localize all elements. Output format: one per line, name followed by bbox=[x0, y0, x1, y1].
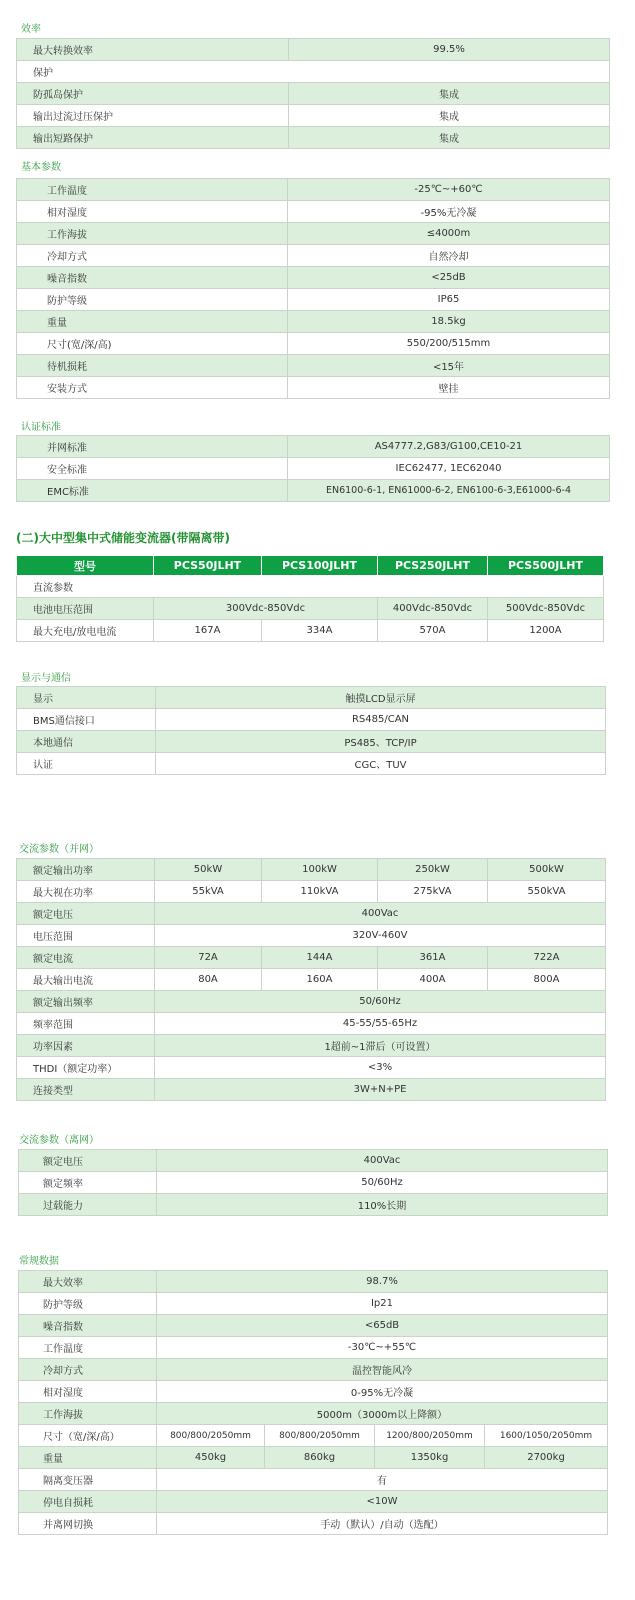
spec-label: 安装方式 bbox=[17, 377, 288, 399]
spec-value: <65dB bbox=[157, 1315, 608, 1337]
subsection-label: 保护 bbox=[17, 61, 610, 83]
spec-label: 尺寸(宽/深/高) bbox=[17, 333, 288, 355]
spec-value: 550kVA bbox=[488, 881, 606, 903]
spec-label: 最大效率 bbox=[19, 1271, 157, 1293]
spec-label: 重量 bbox=[17, 311, 288, 333]
spec-label: 额定输出功率 bbox=[17, 859, 155, 881]
spec-label: EMC标准 bbox=[17, 480, 288, 502]
spec-value: 80A bbox=[155, 969, 262, 991]
spec-value: 1350kg bbox=[375, 1447, 485, 1469]
spec-value: 570A bbox=[378, 620, 488, 642]
table-row bbox=[17, 620, 604, 642]
section-title-cert: 认证标准 bbox=[21, 422, 61, 433]
spec-label: 显示 bbox=[17, 687, 156, 709]
spec-value: 温控智能风冷 bbox=[157, 1359, 608, 1381]
spec-label: 相对湿度 bbox=[19, 1381, 157, 1403]
spec-value: RS485/CAN bbox=[156, 709, 606, 731]
spec-value: 400Vdc-850Vdc bbox=[378, 598, 488, 620]
spec-value: 500kW bbox=[488, 859, 606, 881]
spec-value: 800/800/2050mm bbox=[265, 1425, 375, 1447]
spec-label: 过载能力 bbox=[19, 1194, 157, 1216]
spec-label: 重量 bbox=[19, 1447, 157, 1469]
spec-label: 最大转换效率 bbox=[17, 39, 289, 61]
table-row bbox=[17, 105, 610, 127]
spec-label: 额定电压 bbox=[17, 903, 155, 925]
spec-label: 电池电压范围 bbox=[17, 598, 154, 620]
table-row bbox=[17, 61, 610, 83]
spec-value: 触摸LCD显示屏 bbox=[156, 687, 606, 709]
spec-label: 噪音指数 bbox=[17, 267, 288, 289]
table-row bbox=[19, 1469, 608, 1491]
spec-label: 噪音指数 bbox=[19, 1315, 157, 1337]
header-pcs500: PCS500JLHT bbox=[488, 556, 604, 576]
spec-value: <10W bbox=[157, 1491, 608, 1513]
spec-label: 隔离变压器 bbox=[19, 1469, 157, 1491]
spec-label: 额定频率 bbox=[19, 1172, 157, 1194]
table-row bbox=[17, 223, 610, 245]
spec-value: <3% bbox=[155, 1057, 606, 1079]
spec-label: 连接类型 bbox=[17, 1079, 155, 1101]
spec-label: 额定电流 bbox=[17, 947, 155, 969]
spec-value: <25dB bbox=[288, 267, 610, 289]
spec-label: 相对湿度 bbox=[17, 201, 288, 223]
efficiency-table bbox=[16, 38, 610, 149]
spec-value: 800/800/2050mm bbox=[157, 1425, 265, 1447]
spec-value: 110%长期 bbox=[157, 1194, 608, 1216]
cert-table bbox=[16, 435, 610, 502]
table-row bbox=[17, 1079, 606, 1101]
table-row bbox=[17, 267, 610, 289]
table-row bbox=[17, 289, 610, 311]
section-title-general: 常规数据 bbox=[19, 1256, 59, 1267]
model-table bbox=[16, 555, 604, 642]
table-row bbox=[19, 1337, 608, 1359]
spec-label: 最大充电/放电电流 bbox=[17, 620, 154, 642]
table-row bbox=[19, 1513, 608, 1535]
spec-value: 860kg bbox=[265, 1447, 375, 1469]
spec-value: AS4777.2,G83/G100,CE10-21 bbox=[288, 436, 610, 458]
table-row bbox=[17, 859, 606, 881]
spec-value: 壁挂 bbox=[288, 377, 610, 399]
subsection-label: 直流参数 bbox=[17, 576, 604, 598]
spec-label: 额定输出频率 bbox=[17, 991, 155, 1013]
spec-label: 最大视在功率 bbox=[17, 881, 155, 903]
spec-value: 1600/1050/2050mm bbox=[485, 1425, 608, 1447]
table-header-row bbox=[17, 556, 604, 576]
spec-value: 450kg bbox=[157, 1447, 265, 1469]
table-row bbox=[17, 39, 610, 61]
spec-value: Ip21 bbox=[157, 1293, 608, 1315]
spec-label: 电压范围 bbox=[17, 925, 155, 947]
section-heading-large-pcs: (二)大中型集中式储能变流器(带隔离带) bbox=[16, 531, 230, 545]
spec-value: 1超前~1滞后（可设置） bbox=[155, 1035, 606, 1057]
section-title-ac-grid: 交流参数（并网） bbox=[19, 844, 99, 855]
table-row bbox=[19, 1150, 608, 1172]
spec-value: -95%无冷凝 bbox=[288, 201, 610, 223]
section-title-basic: 基本参数 bbox=[21, 162, 61, 173]
table-row bbox=[17, 687, 606, 709]
spec-label: 额定电压 bbox=[19, 1150, 157, 1172]
table-row bbox=[17, 245, 610, 267]
spec-label: 频率范围 bbox=[17, 1013, 155, 1035]
table-row bbox=[17, 709, 606, 731]
spec-label: 工作温度 bbox=[17, 179, 288, 201]
table-row bbox=[17, 201, 610, 223]
spec-value: 400A bbox=[378, 969, 488, 991]
table-row bbox=[17, 925, 606, 947]
spec-value: IP65 bbox=[288, 289, 610, 311]
spec-label: 防孤岛保护 bbox=[17, 83, 289, 105]
spec-value: 400Vac bbox=[155, 903, 606, 925]
spec-value: 1200/800/2050mm bbox=[375, 1425, 485, 1447]
spec-value: 98.7% bbox=[157, 1271, 608, 1293]
ac-offgrid-table bbox=[18, 1149, 608, 1216]
spec-value: 0-95%无冷凝 bbox=[157, 1381, 608, 1403]
spec-label: 认证 bbox=[17, 753, 156, 775]
table-row bbox=[17, 127, 610, 149]
spec-label: 安全标准 bbox=[17, 458, 288, 480]
spec-value: 275kVA bbox=[378, 881, 488, 903]
table-row bbox=[17, 576, 604, 598]
spec-value: 55kVA bbox=[155, 881, 262, 903]
spec-value: 2700kg bbox=[485, 1447, 608, 1469]
spec-value: 300Vdc-850Vdc bbox=[154, 598, 378, 620]
table-row bbox=[17, 480, 610, 502]
header-pcs50: PCS50JLHT bbox=[154, 556, 262, 576]
spec-value: -25℃~+60℃ bbox=[288, 179, 610, 201]
spec-value: 160A bbox=[262, 969, 378, 991]
spec-value: 50/60Hz bbox=[157, 1172, 608, 1194]
table-row bbox=[17, 458, 610, 480]
table-row bbox=[17, 731, 606, 753]
table-row bbox=[17, 1035, 606, 1057]
spec-value: 167A bbox=[154, 620, 262, 642]
basic-table bbox=[16, 178, 610, 399]
table-row bbox=[19, 1359, 608, 1381]
spec-label: BMS通信接口 bbox=[17, 709, 156, 731]
spec-value: 722A bbox=[488, 947, 606, 969]
spec-value: 3W+N+PE bbox=[155, 1079, 606, 1101]
section-title-display: 显示与通信 bbox=[21, 673, 71, 684]
spec-value: 334A bbox=[262, 620, 378, 642]
header-pcs250: PCS250JLHT bbox=[378, 556, 488, 576]
spec-value: 1200A bbox=[488, 620, 604, 642]
section-title-ac-offgrid: 交流参数（离网） bbox=[19, 1135, 99, 1146]
spec-value: 250kW bbox=[378, 859, 488, 881]
spec-value: 800A bbox=[488, 969, 606, 991]
spec-value: 有 bbox=[157, 1469, 608, 1491]
table-row bbox=[17, 598, 604, 620]
table-row bbox=[17, 83, 610, 105]
table-row bbox=[17, 753, 606, 775]
spec-value: 自然冷却 bbox=[288, 245, 610, 267]
spec-label: 防护等级 bbox=[19, 1293, 157, 1315]
spec-label: 并网标准 bbox=[17, 436, 288, 458]
spec-label: 冷却方式 bbox=[17, 245, 288, 267]
spec-value: 361A bbox=[378, 947, 488, 969]
display-table bbox=[16, 686, 606, 775]
table-row bbox=[19, 1194, 608, 1216]
spec-value: 400Vac bbox=[157, 1150, 608, 1172]
general-table bbox=[18, 1270, 608, 1535]
spec-label: 本地通信 bbox=[17, 731, 156, 753]
spec-label: 最大输出电流 bbox=[17, 969, 155, 991]
spec-label: 工作海拔 bbox=[19, 1403, 157, 1425]
table-row bbox=[19, 1403, 608, 1425]
spec-value: 50/60Hz bbox=[155, 991, 606, 1013]
table-row bbox=[19, 1271, 608, 1293]
spec-value: 集成 bbox=[289, 83, 610, 105]
spec-value: 5000m（3000m以上降额） bbox=[157, 1403, 608, 1425]
spec-value: PS485、TCP/IP bbox=[156, 731, 606, 753]
spec-label: 工作海拔 bbox=[17, 223, 288, 245]
spec-value: 550/200/515mm bbox=[288, 333, 610, 355]
header-model: 型号 bbox=[17, 556, 154, 576]
spec-label: 功率因素 bbox=[17, 1035, 155, 1057]
spec-label: 尺寸（宽/深/高） bbox=[19, 1425, 157, 1447]
spec-value: EN6100-6-1, EN61000-6-2, EN6100-6-3,E61000-6-4 bbox=[288, 480, 610, 502]
spec-label: 防护等级 bbox=[17, 289, 288, 311]
spec-value: 集成 bbox=[289, 105, 610, 127]
spec-value: 72A bbox=[155, 947, 262, 969]
table-row bbox=[17, 881, 606, 903]
spec-value: 110kVA bbox=[262, 881, 378, 903]
spec-value: 18.5kg bbox=[288, 311, 610, 333]
spec-value: <15年 bbox=[288, 355, 610, 377]
spec-value: 99.5% bbox=[289, 39, 610, 61]
table-row bbox=[17, 1013, 606, 1035]
spec-value: 手动（默认）/自动（选配） bbox=[157, 1513, 608, 1535]
table-row bbox=[17, 947, 606, 969]
table-row bbox=[19, 1491, 608, 1513]
table-row bbox=[17, 969, 606, 991]
table-row bbox=[17, 333, 610, 355]
ac-grid-table bbox=[16, 858, 606, 1101]
table-row bbox=[19, 1381, 608, 1403]
spec-value: 320V-460V bbox=[155, 925, 606, 947]
spec-value: 144A bbox=[262, 947, 378, 969]
table-row bbox=[17, 436, 610, 458]
table-row bbox=[17, 991, 606, 1013]
spec-value: 50kW bbox=[155, 859, 262, 881]
spec-value: -30℃~+55℃ bbox=[157, 1337, 608, 1359]
spec-value: 500Vdc-850Vdc bbox=[488, 598, 604, 620]
spec-value: IEC62477, 1EC62040 bbox=[288, 458, 610, 480]
spec-label: 待机损耗 bbox=[17, 355, 288, 377]
table-row bbox=[17, 1057, 606, 1079]
spec-value: 集成 bbox=[289, 127, 610, 149]
table-row bbox=[19, 1293, 608, 1315]
table-row bbox=[19, 1447, 608, 1469]
spec-value: ≤4000m bbox=[288, 223, 610, 245]
table-row bbox=[19, 1315, 608, 1337]
spec-label: 输出过流过压保护 bbox=[17, 105, 289, 127]
spec-label: 输出短路保护 bbox=[17, 127, 289, 149]
table-row bbox=[19, 1425, 608, 1447]
table-row bbox=[17, 179, 610, 201]
section-title-efficiency: 效率 bbox=[21, 24, 41, 35]
table-row bbox=[17, 377, 610, 399]
table-row bbox=[19, 1172, 608, 1194]
spec-label: 冷却方式 bbox=[19, 1359, 157, 1381]
spec-label: 并离网切换 bbox=[19, 1513, 157, 1535]
spec-label: 工作温度 bbox=[19, 1337, 157, 1359]
spec-value: 100kW bbox=[262, 859, 378, 881]
spec-label: THDI（额定功率） bbox=[17, 1057, 155, 1079]
table-row bbox=[17, 355, 610, 377]
header-pcs100: PCS100JLHT bbox=[262, 556, 378, 576]
table-row bbox=[17, 903, 606, 925]
spec-value: CGC、TUV bbox=[156, 753, 606, 775]
spec-value: 45-55/55-65Hz bbox=[155, 1013, 606, 1035]
table-row bbox=[17, 311, 610, 333]
spec-label: 停电自损耗 bbox=[19, 1491, 157, 1513]
